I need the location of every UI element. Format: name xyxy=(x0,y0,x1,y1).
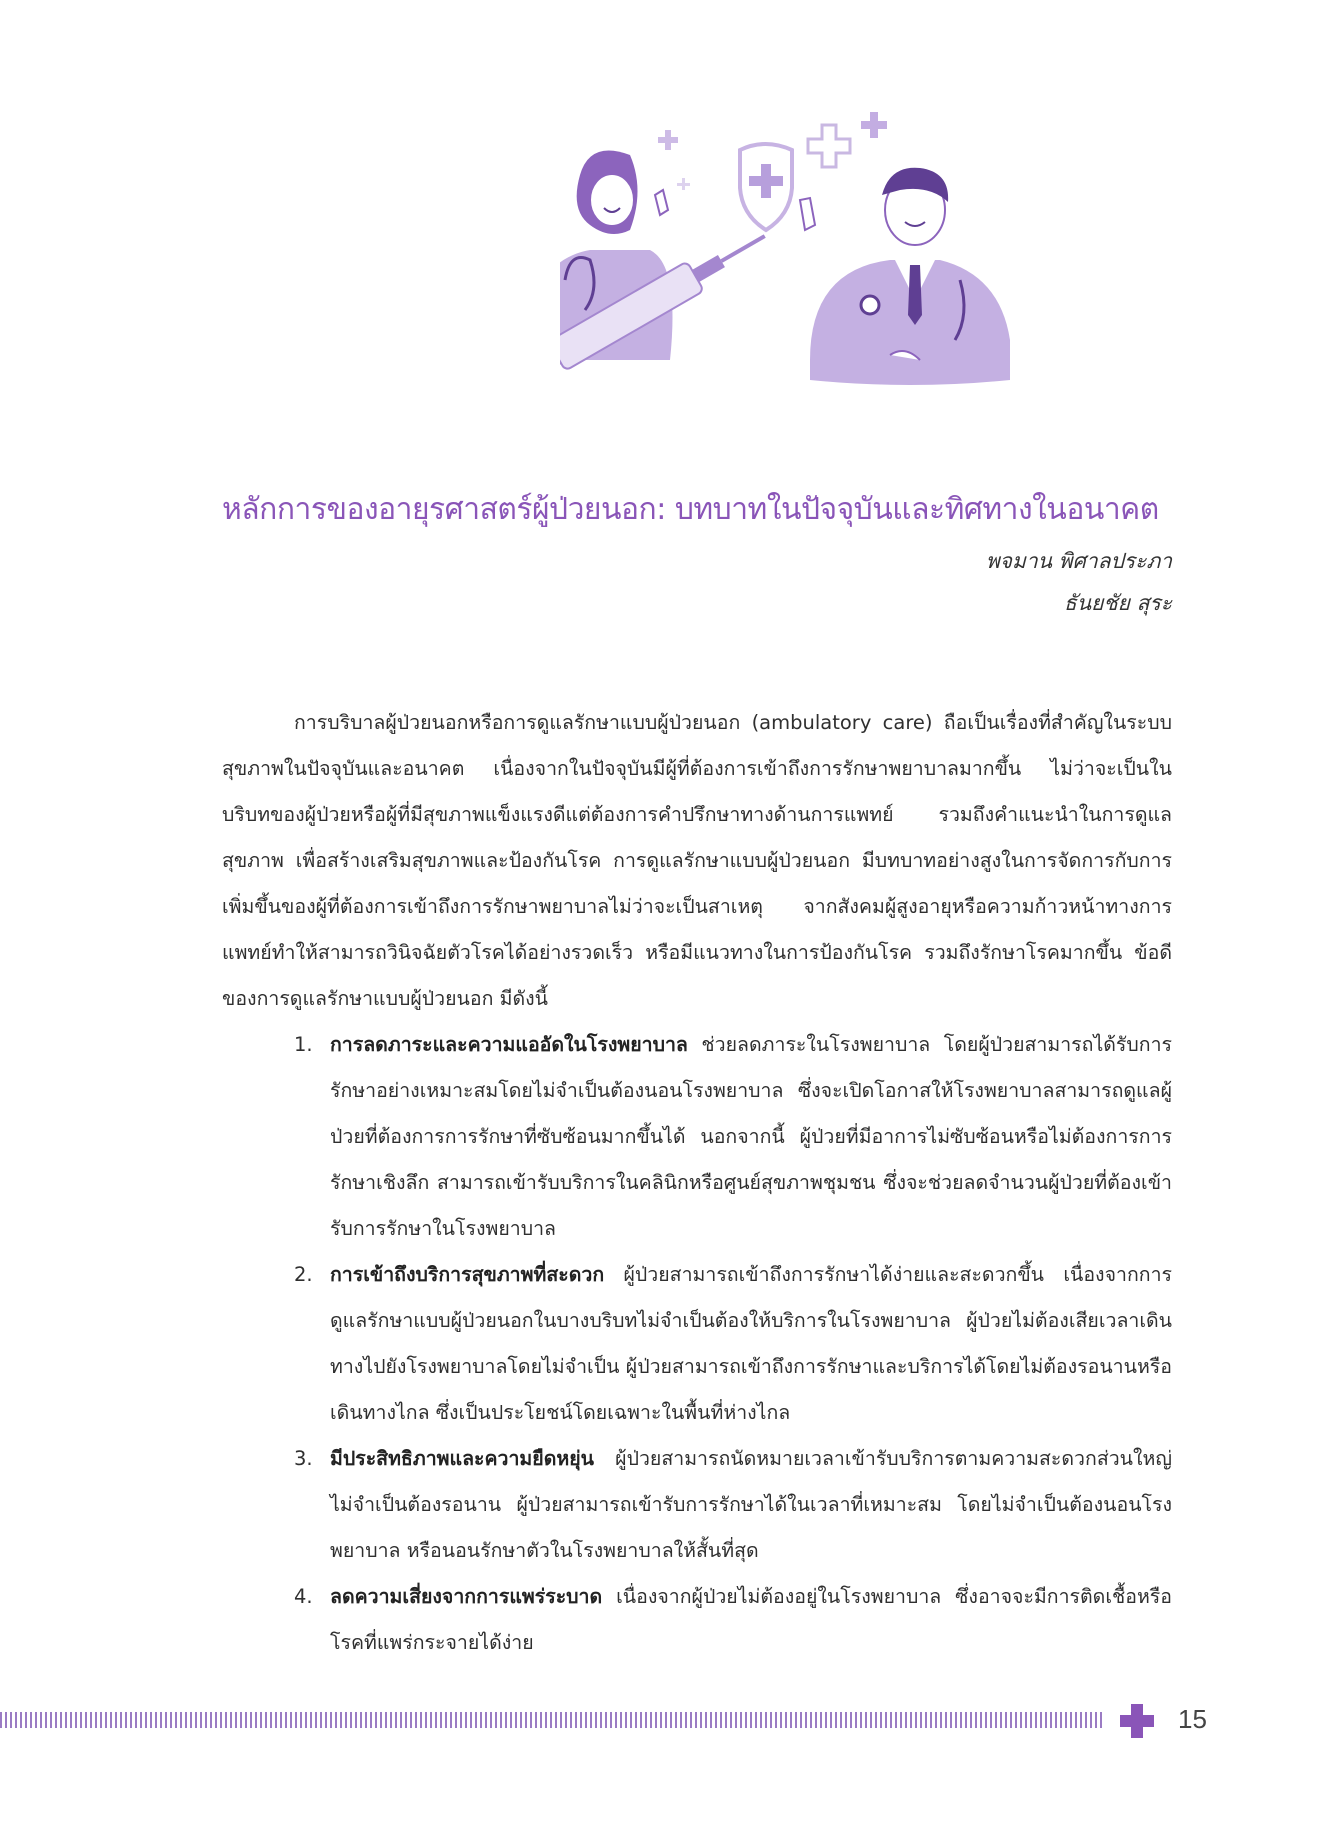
list-item xyxy=(294,1252,1172,1436)
list-item-heading: การลดภาระและความแออัดในโรงพยาบาล xyxy=(330,1033,688,1056)
author-name: พจมาน พิศาลประภา xyxy=(985,549,1172,573)
plus-icon xyxy=(1118,1702,1156,1740)
list-item-text: ผู้ป่วยสามารถเข้าถึงการรักษาได้ง่ายและสะดวกขึ้น เนื่องจากการดูแลรักษาแบบผู้ป่วยนอกในบางบริบทไม่จำเป็นต้องให้บริการในโรงพยาบาล ผู้ป่วยไม่ต้องเสียเวลาเดินทางไปยังโรงพยาบาลโดยไม่จำเป็น ผู้ป่วยสามารถเข้าถึงการรักษาและบริการได้โดยไม่ต้องรอนานหรือเดินทางไกล ซึ่งเป็นประโยชน์โดยเฉพาะในพื้นที่ห่างไกล xyxy=(330,1263,1172,1424)
list-item xyxy=(294,1574,1172,1666)
list-item-text: ผู้ป่วยสามารถนัดหมายเวลาเข้ารับบริการตามความสะดวกส่วนใหญ่ไม่จำเป็นต้องรอนาน ผู้ป่วยสามารถเข้ารับการรักษาได้ในเวลาที่เหมาะสม โดยไม่จำเป็นต้องนอนโรงพยาบาล หรือนอนรักษาตัวในโรงพยาบาลให้สั้นที่สุด xyxy=(330,1447,1172,1562)
list-item xyxy=(294,1436,1172,1574)
author-name: ธันยชัย สุระ xyxy=(1063,591,1172,615)
article-body xyxy=(222,700,1172,1666)
plus-outline-icon xyxy=(808,125,850,167)
list-item-text: ช่วยลดภาระในโรงพยาบาล โดยผู้ป่วยสามารถได้รับการรักษาอย่างเหมาะสมโดยไม่จำเป็นต้องนอนโรงพยาบาล ซึ่งจะเปิดโอกาสให้โรงพยาบาลสามารถดูแลผู้ป่วยที่ต้องการการรักษาที่ซับซ้อนมากขึ้นได้ นอกจากนี้ ผู้ป่วยที่มีอาการไม่ซับซ้อนหรือไม่ต้องการการรักษาเชิงลึก สามารถเข้ารับบริการในคลินิกหรือศูนย์สุขภาพชุมชน ซึ่งจะช่วยลดจำนวนผู้ป่วยที่ต้องเข้ารับการรักษาในโรงพยาบาล xyxy=(330,1033,1172,1240)
page-footer xyxy=(0,1700,1317,1740)
list-number: 3. xyxy=(294,1447,313,1470)
male-doctor-figure xyxy=(800,168,1010,385)
list-number: 1. xyxy=(294,1033,313,1056)
list-item-heading: การเข้าถึงบริการสุขภาพที่สะดวก xyxy=(330,1263,605,1286)
list-number: 2. xyxy=(294,1263,313,1286)
list-number: 4. xyxy=(294,1585,313,1608)
page-number: 15 xyxy=(1178,1704,1207,1734)
shield-icon xyxy=(740,144,792,230)
plus-icon xyxy=(861,112,887,138)
doctors-illustration xyxy=(560,100,1200,480)
list-item xyxy=(294,1022,1172,1252)
dotted-rule xyxy=(0,1712,1105,1728)
list-item-heading: ลดความเสี่ยงจากการแพร่ระบาด xyxy=(330,1585,603,1608)
advantages-list xyxy=(222,1022,1172,1666)
list-item-heading: มีประสิทธิภาพและความยืดหยุ่น xyxy=(330,1447,594,1470)
list-item-text: เนื่องจากผู้ป่วยไม่ต้องอยู่ในโรงพยาบาล ซึ่งอาจจะมีการติดเชื้อหรือโรคที่แพร่กระจายได้ง่าย xyxy=(330,1585,1172,1654)
article-title: หลักการของอายุรศาสตร์ผู้ป่วยนอก: บทบาทในปัจจุบันและทิศทางในอนาคต xyxy=(222,492,1159,527)
plus-icon xyxy=(658,130,678,150)
authors-block xyxy=(986,540,1172,624)
plus-icon xyxy=(677,178,690,190)
intro-paragraph: การบริบาลผู้ป่วยนอกหรือการดูแลรักษาแบบผู้ป่วยนอก (ambulatory care) ถือเป็นเรื่องที่สำคัญในระบบสุขภาพในปัจจุบันและอนาคต เนื่องจากในปัจจุบันมีผู้ที่ต้องการเข้าถึงการรักษาพยาบาลมากขึ้น ไม่ว่าจะเป็นในบริบทของผู้ป่วยหรือผู้ที่มีสุขภาพแข็งแรงดีแต่ต้องการคำปรึกษาทางด้านการแพทย์ รวมถึงคำแนะนำในการดูแลสุขภาพ เพื่อสร้างเสริมสุขภาพและป้องกันโรค การดูแลรักษาแบบผู้ป่วยนอก มีบทบาทอย่างสูงในการจัดการกับการเพิ่มขึ้นของผู้ที่ต้องการเข้าถึงการรักษาพยาบาลไม่ว่าจะเป็นสาเหตุ จากสังคมผู้สูงอายุหรือความก้าวหน้าทางการแพทย์ทำให้สามารถวินิจฉัยตัวโรคได้อย่างรวดเร็ว หรือมีแนวทางในการป้องกันโรค รวมถึงรักษาโรคมากขึ้น ข้อดีของการดูแลรักษาแบบผู้ป่วยนอก มีดังนี้ xyxy=(222,711,1172,1010)
